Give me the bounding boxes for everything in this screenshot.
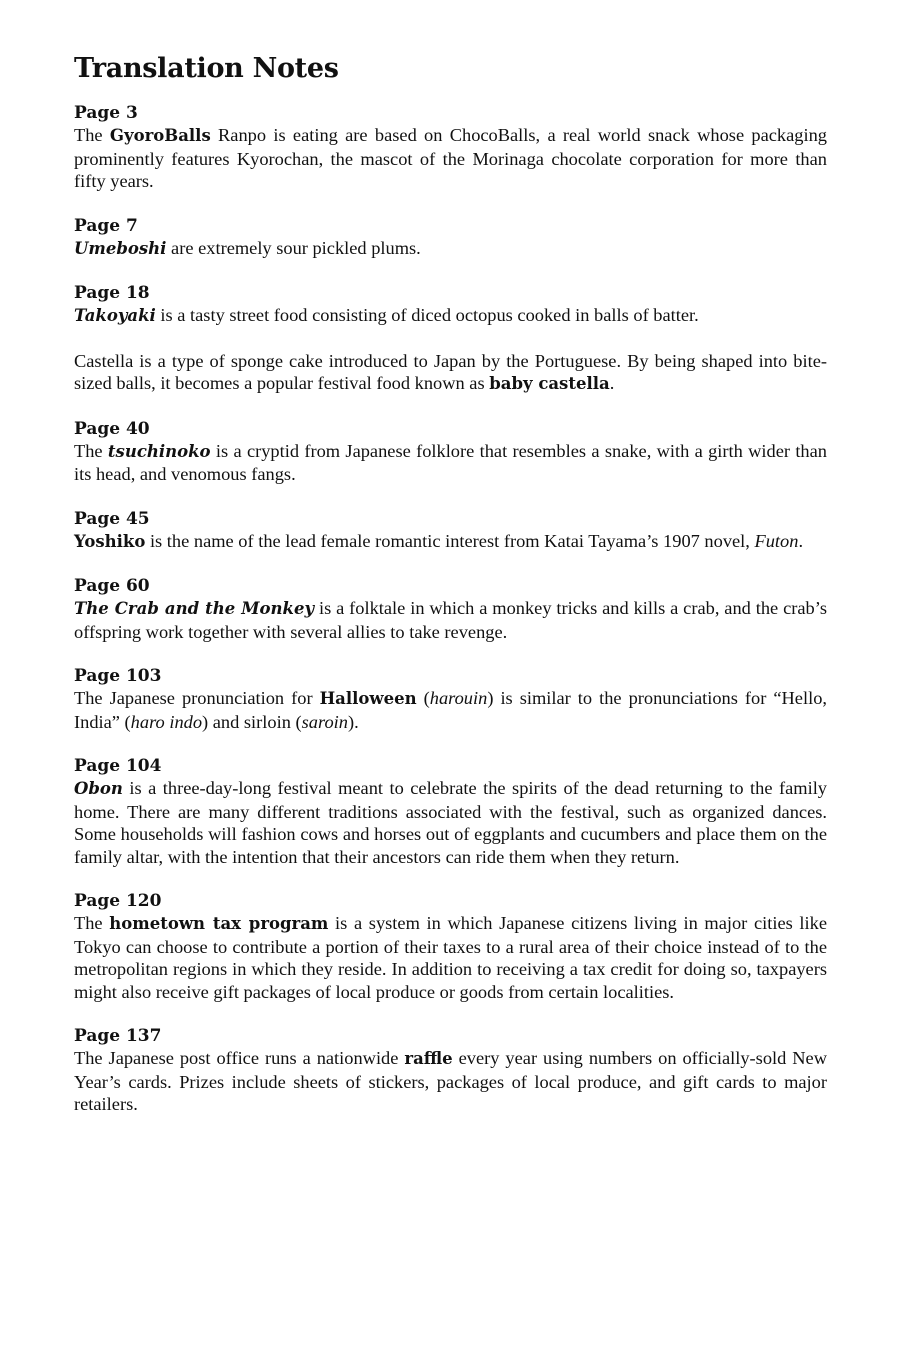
note-text-run: is a folktale in which a monkey tricks and kills a crab, and the crab’s offspring work together with several allies to take revenge. — [74, 598, 827, 642]
note-term-italic: saroin — [301, 711, 348, 732]
note-page-heading: Page 120 — [74, 891, 162, 911]
note-entry — [74, 575, 827, 643]
note-text-run: ) and sirloin ( — [202, 711, 302, 732]
note-text-run: is the name of the lead female romantic interest from Katai Tayama’s 1907 novel, — [145, 530, 755, 551]
note-page-heading: Page 18 — [74, 283, 150, 303]
note-text-run: ( — [416, 688, 430, 708]
note-text-run: . — [609, 373, 615, 393]
note-entry — [74, 102, 827, 193]
note-text-run: The — [74, 913, 110, 933]
note-text — [74, 350, 827, 396]
note-text-run: is a system in which Japanese citizens living in major cities like Tokyo can choose to contribute a portion of their taxes to a rural area of their choice instead of to the metropolitan regions in which they reside. In addition to receiving a tax credit for doing so, taxpayers might also receive gift packages of local produce or goods from certain localities. — [74, 913, 827, 1002]
note-text-run: Castella is a type of sponge cake introduced to Japan by the Portuguese. By being shaped into bite-sized balls, it becomes a popular festival food known as — [74, 350, 827, 393]
note-text-run: Ranpo is eating are based on ChocoBalls, a real world snack whose packaging prominently features Kyorochan, the mascot of the Morinaga chocolate corporation for more than fifty years. — [74, 125, 827, 191]
note-text — [74, 304, 827, 328]
note-text — [74, 1047, 827, 1116]
note-term-bold-italic: Takoyaki — [74, 306, 156, 325]
note-term-bold-italic: tsuchinoko — [107, 441, 211, 461]
note-entry — [74, 1025, 827, 1116]
note-page-heading: Page 104 — [74, 756, 162, 776]
note-entry — [74, 215, 827, 261]
note-term-italic: Futon — [754, 530, 799, 551]
translation-notes-page — [74, 52, 827, 1116]
note-page-heading: Page 3 — [74, 103, 138, 123]
note-text-run: The — [74, 440, 108, 461]
note-text-run: . — [798, 530, 804, 551]
note-page-heading: Page 7 — [74, 215, 138, 236]
note-text-run: ) is similar to the pronunciations for “Hello, India” ( — [74, 688, 827, 732]
note-text — [74, 777, 827, 868]
note-term-italic: haro indo — [130, 711, 203, 732]
note-entry — [74, 890, 827, 1003]
note-term-bold-italic: Obon — [74, 779, 123, 798]
note-text — [74, 597, 827, 643]
note-text-run: The — [74, 125, 110, 145]
note-term-bold: hometown tax program — [109, 914, 329, 933]
note-text-run: is a tasty street food consisting of diced octopus cooked in balls of batter. — [155, 305, 699, 325]
note-text — [74, 124, 827, 193]
note-entry — [74, 508, 827, 554]
note-text — [74, 237, 827, 261]
note-page-heading: Page 45 — [74, 508, 150, 529]
note-term-italic: harouin — [429, 688, 488, 708]
note-text — [74, 912, 827, 1003]
note-page-heading: Page 103 — [74, 666, 162, 686]
note-entry — [74, 755, 827, 868]
note-page-heading: Page 40 — [74, 418, 150, 439]
note-text — [74, 687, 827, 733]
note-term-bold: baby castella — [489, 374, 610, 393]
note-text — [74, 440, 827, 486]
note-entry — [74, 665, 827, 733]
note-term-bold-italic: Umeboshi — [74, 238, 167, 258]
note-term-bold: Halloween — [319, 689, 417, 708]
note-term-bold: Yoshiko — [74, 531, 146, 551]
page-title: Translation Notes — [74, 53, 339, 84]
note-text-run: are extremely sour pickled plums. — [166, 237, 421, 258]
note-entry — [74, 418, 827, 486]
note-text-run: The Japanese pronunciation for — [74, 688, 320, 708]
note-text-run: is a cryptid from Japanese folklore that resembles a snake, with a girth wider than its head, and venomous fangs. — [74, 440, 827, 484]
note-page-heading: Page 60 — [74, 576, 150, 596]
note-entry — [74, 282, 827, 396]
note-text — [74, 530, 827, 554]
note-page-heading: Page 137 — [74, 1026, 162, 1046]
note-term-bold: GyoroBalls — [109, 126, 211, 145]
note-text-run: is a three-day-long festival meant to celebrate the spirits of the dead returning to the family home. There are many different traditions associated with the festival, such as organized dances. Some households will fashion cows and horses out of eggplants and cucumbers and place them on the family altar, with the intention that their ancestors can ride them when they return. — [74, 778, 827, 867]
note-term-bold-italic: The Crab and the Monkey — [74, 599, 315, 618]
note-text-run: every year using numbers on officially-sold New Year’s cards. Prizes include sheets of stickers, packages of local produce, and gift cards to major retailers. — [74, 1048, 827, 1114]
note-text-run: ). — [347, 711, 359, 732]
note-text-run: The Japanese post office runs a nationwide — [74, 1048, 405, 1068]
note-term-bold: raffle — [404, 1049, 453, 1068]
